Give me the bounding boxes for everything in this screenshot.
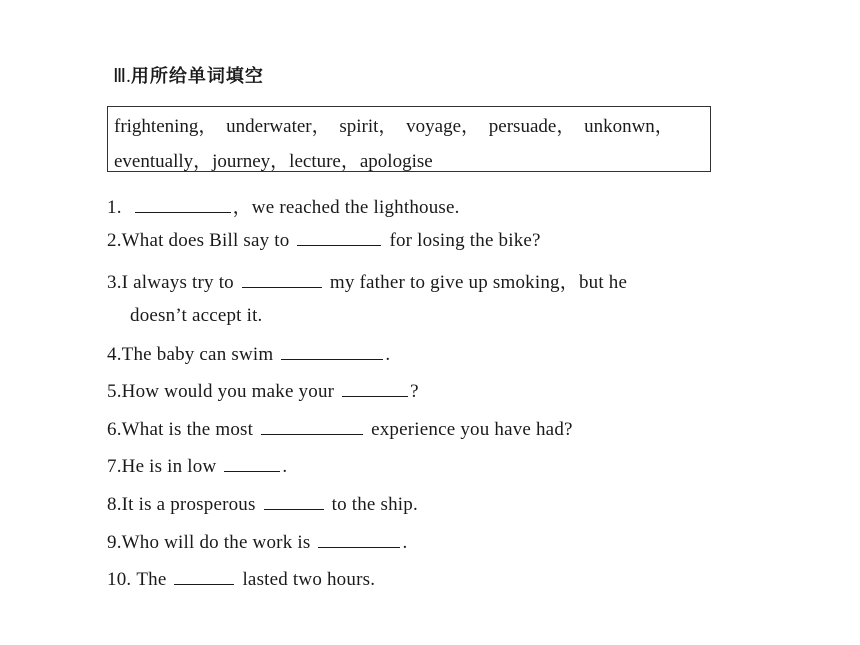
question-text-after: to the ship. — [331, 494, 418, 515]
question-text-after: . — [385, 344, 391, 365]
question-text-before: The baby can swim — [121, 344, 274, 365]
answer-blank-10[interactable] — [174, 568, 234, 585]
answer-blank-2[interactable] — [297, 229, 381, 246]
question-10 — [107, 568, 375, 591]
question-3 — [107, 267, 627, 294]
question-3-continuation — [130, 305, 263, 327]
section-numeral: Ⅲ. — [113, 66, 131, 87]
answer-blank-7[interactable] — [224, 455, 280, 472]
question-text-before: How would you make your — [121, 381, 335, 402]
question-number: 2. — [107, 230, 122, 251]
question-number: 10. — [107, 569, 132, 590]
word-bank-box — [107, 106, 711, 172]
question-1 — [107, 192, 460, 219]
question-number: 7. — [107, 456, 122, 477]
question-8 — [107, 493, 418, 516]
question-number: 5. — [107, 381, 122, 402]
question-text-before: I always try to — [121, 272, 234, 293]
question-2 — [107, 229, 541, 252]
question-text-before: Who will do the work is — [121, 532, 311, 553]
question-number: 9. — [107, 532, 122, 553]
question-text-before: It is a prosperous — [121, 494, 256, 515]
question-number: 8. — [107, 494, 122, 515]
question-number: 6. — [107, 419, 122, 440]
question-text-before: What does Bill say to — [121, 230, 290, 251]
question-text-after: ，we reached the lighthouse. — [232, 197, 460, 218]
question-4 — [107, 343, 390, 366]
question-text-before: He is in low — [121, 456, 217, 477]
question-5 — [107, 380, 419, 403]
question-number: 1. — [107, 197, 122, 218]
answer-blank-5[interactable] — [342, 380, 408, 397]
question-text-after: . — [282, 456, 288, 477]
question-text-after: experience you have had? — [371, 419, 573, 440]
question-text-after: my father to give up smoking，but he — [329, 272, 628, 293]
word-bank-line-1: frightening， underwater， spirit， voyage， persuade， unkonwn， — [114, 116, 674, 137]
question-9 — [107, 531, 407, 554]
answer-blank-8[interactable] — [264, 493, 324, 510]
question-7 — [107, 455, 287, 478]
answer-blank-1[interactable] — [135, 196, 231, 213]
question-text-before: The — [136, 569, 167, 590]
answer-blank-3[interactable] — [242, 271, 322, 288]
answer-blank-4[interactable] — [281, 343, 383, 360]
answer-blank-6[interactable] — [261, 418, 363, 435]
question-number: 3. — [107, 272, 122, 293]
section-title: 用所给单词填空 — [130, 66, 264, 87]
question-number: 4. — [107, 344, 122, 365]
word-bank-line-2: eventually，journey，lecture，apologise — [114, 151, 433, 172]
question-text-before: doesn’t accept it. — [130, 305, 263, 326]
answer-blank-9[interactable] — [318, 531, 400, 548]
question-text-after: . — [402, 532, 408, 553]
question-text-after: for losing the bike? — [389, 230, 541, 251]
question-text-after: lasted two hours. — [242, 569, 376, 590]
section-heading — [113, 62, 264, 88]
question-6 — [107, 418, 573, 441]
question-text-after: ? — [410, 381, 419, 402]
question-text-before: What is the most — [121, 419, 254, 440]
